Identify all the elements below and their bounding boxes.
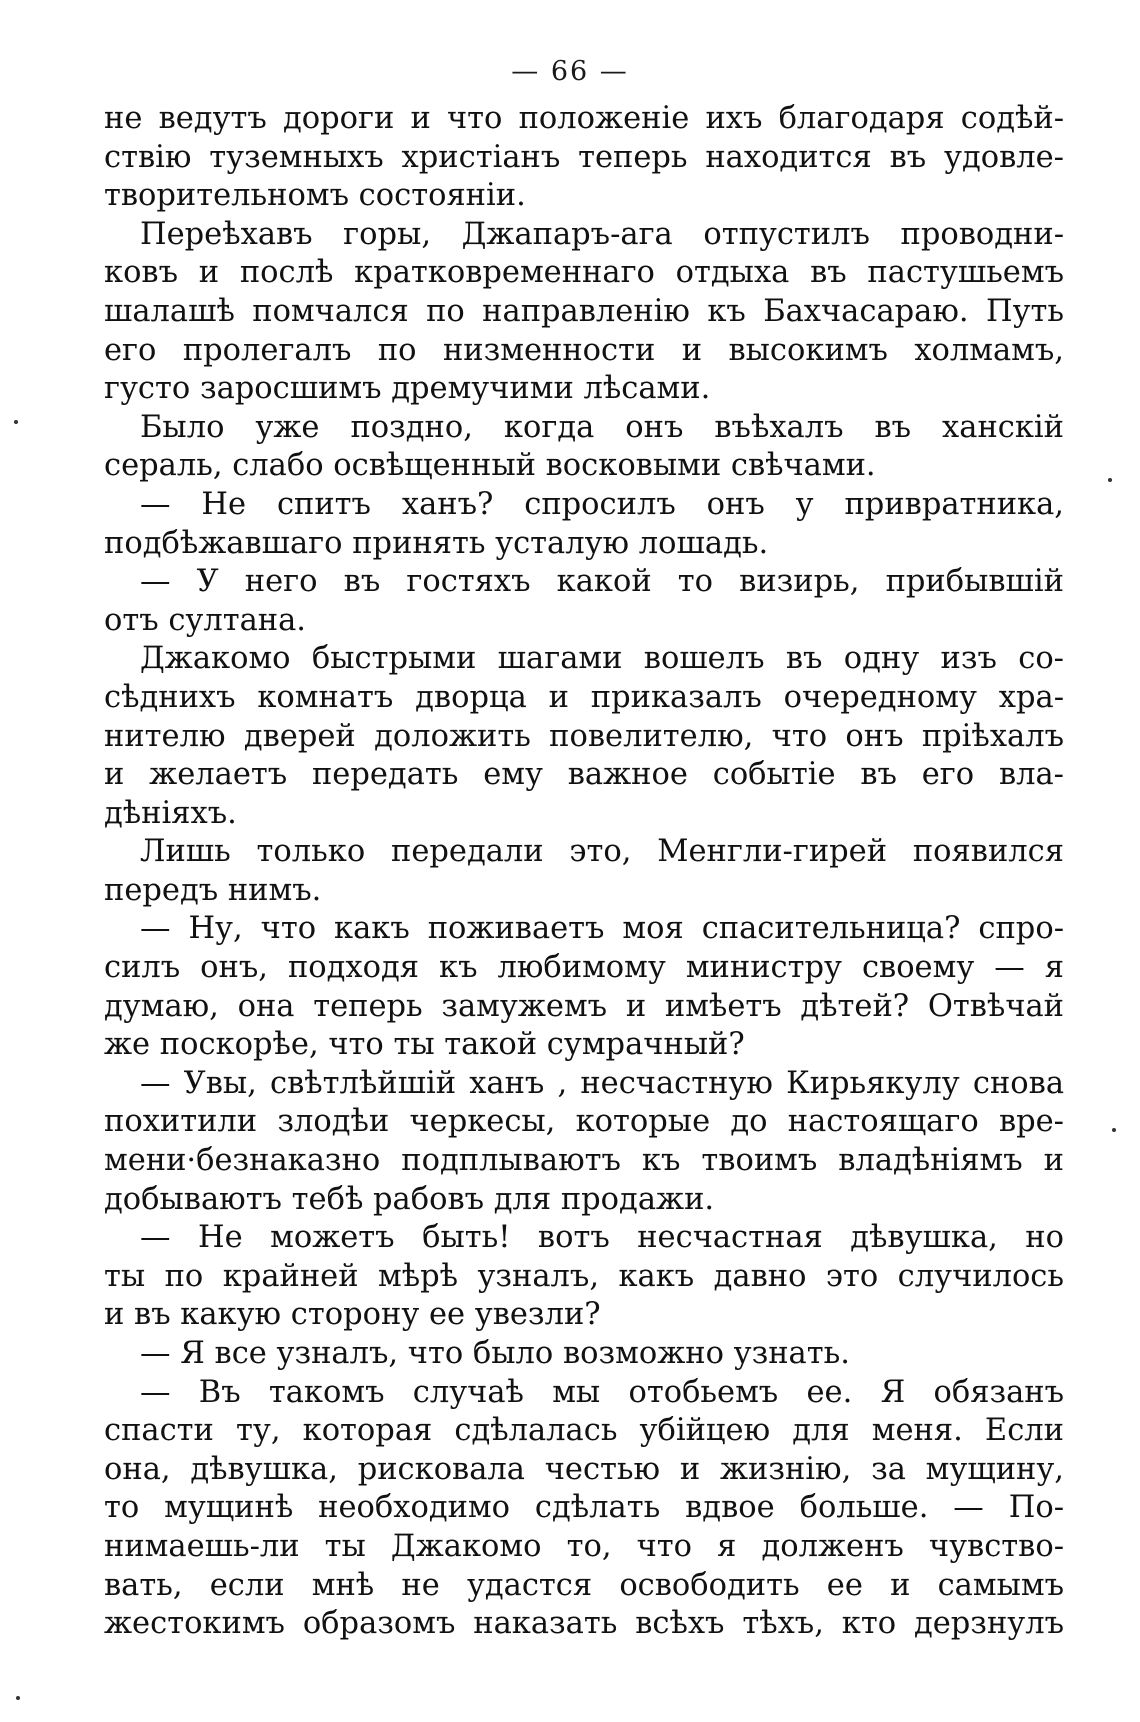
text-line: сераль, слабо освѣщенный восковыми свѣчами.	[104, 448, 876, 484]
page-number: — 66 —	[511, 56, 629, 87]
text-line: подбѣжавшаго принять усталую лошадь.	[104, 525, 769, 561]
text-line: Джакомо быстрыми шагами вошелъ въ одну изъ со-	[140, 641, 1064, 677]
text-line: Лишь только передали это, Менгли-гирей появился	[140, 834, 1064, 870]
text-line: думаю, она теперь замужемъ и имѣетъ дѣтей? Отвѣчай	[104, 988, 1064, 1024]
text-line: ковъ и послѣ кратковременнаго отдыха въ пастушьемъ	[104, 255, 1064, 291]
text-line: шалашѣ помчался по направленію къ Бахчасараю. Путь	[104, 293, 1064, 329]
text-line: добываютъ тебѣ рабовъ для продажи.	[104, 1181, 715, 1217]
text-line: его пролегалъ по низменности и высокимъ холмамъ,	[104, 332, 1064, 368]
text-line: вать, если мнѣ не удастся освободить ее и самымъ	[104, 1567, 1064, 1603]
text-line: нимаешь-ли ты Джакомо то, что я долженъ чувство-	[104, 1528, 1064, 1564]
text-line: — Я все узналъ, что было возможно узнать.	[140, 1336, 850, 1371]
print-speck	[16, 1696, 20, 1700]
print-speck	[1108, 478, 1112, 482]
text-line: — Въ такомъ случаѣ мы отобьемъ ее. Я обязанъ	[140, 1374, 1064, 1410]
text-line: — У него въ гостяхъ какой то визирь, прибывшій	[140, 564, 1064, 600]
text-line: и въ какую сторону ее увезли?	[104, 1297, 601, 1333]
text-line: Было уже поздно, когда онъ въѣхалъ въ ханскій	[140, 409, 1064, 445]
text-line: и желаетъ передать ему важное событіе въ его вла-	[104, 757, 1064, 793]
text-line: мени·безнаказно подплываютъ къ твоимъ владѣніямъ и	[104, 1143, 1064, 1179]
text-line: Переѣхавъ горы, Джапаръ-ага отпустилъ проводни-	[140, 216, 1064, 252]
text-line: то мущинѣ необходимо сдѣлать вдвое больше. — По-	[104, 1490, 1064, 1526]
text-line: ствію туземныхъ христіанъ теперь находится въ удовле-	[104, 139, 1064, 175]
print-speck	[14, 420, 18, 424]
text-line: — Ну, что какъ поживаетъ моя спасительница? спро-	[140, 911, 1064, 947]
text-line: спасти ту, которая сдѣлалась убійцею для меня. Если	[104, 1413, 1064, 1449]
text-line: передъ нимъ.	[104, 872, 322, 908]
text-line: жестокимъ образомъ наказать всѣхъ тѣхъ, кто дерзнулъ	[104, 1606, 1064, 1642]
text-line: — Не спитъ ханъ? спросилъ онъ у привратника,	[140, 486, 1064, 522]
text-line: — Увы, свѣтлѣйшій ханъ , несчастную Кирьякулу снова	[140, 1065, 1064, 1101]
text-line: ты по крайней мѣрѣ узналъ, какъ давно это случилось	[104, 1258, 1064, 1294]
text-line: не ведутъ дороги и что положеніе ихъ благодаря содѣй-	[104, 101, 1064, 136]
text-line: силъ онъ, подходя къ любимому министру своему — я	[104, 950, 1064, 986]
text-line: похитили злодѣи черкесы, которые до настоящаго вре-	[104, 1104, 1064, 1140]
print-speck	[1112, 1128, 1116, 1132]
text-line: нителю дверей доложить повелителю, что онъ пріѣхалъ	[104, 718, 1064, 754]
text-line: густо заросшимъ дремучими лѣсами.	[104, 371, 711, 407]
text-line: дѣніяхъ.	[104, 795, 237, 831]
text-line: она, дѣвушка, рисковала честью и жизнію, за мущину,	[104, 1451, 1064, 1487]
text-line: творительномъ состояніи.	[104, 178, 526, 214]
text-line: отъ султана.	[104, 602, 307, 638]
body-text	[104, 100, 1064, 1644]
text-line: сѣднихъ комнатъ дворца и приказалъ очередному хра-	[104, 679, 1064, 715]
text-line: — Не можетъ быть! вотъ несчастная дѣвушка, но	[140, 1220, 1064, 1256]
text-line: же поскорѣе, что ты такой сумрачный?	[104, 1027, 745, 1063]
